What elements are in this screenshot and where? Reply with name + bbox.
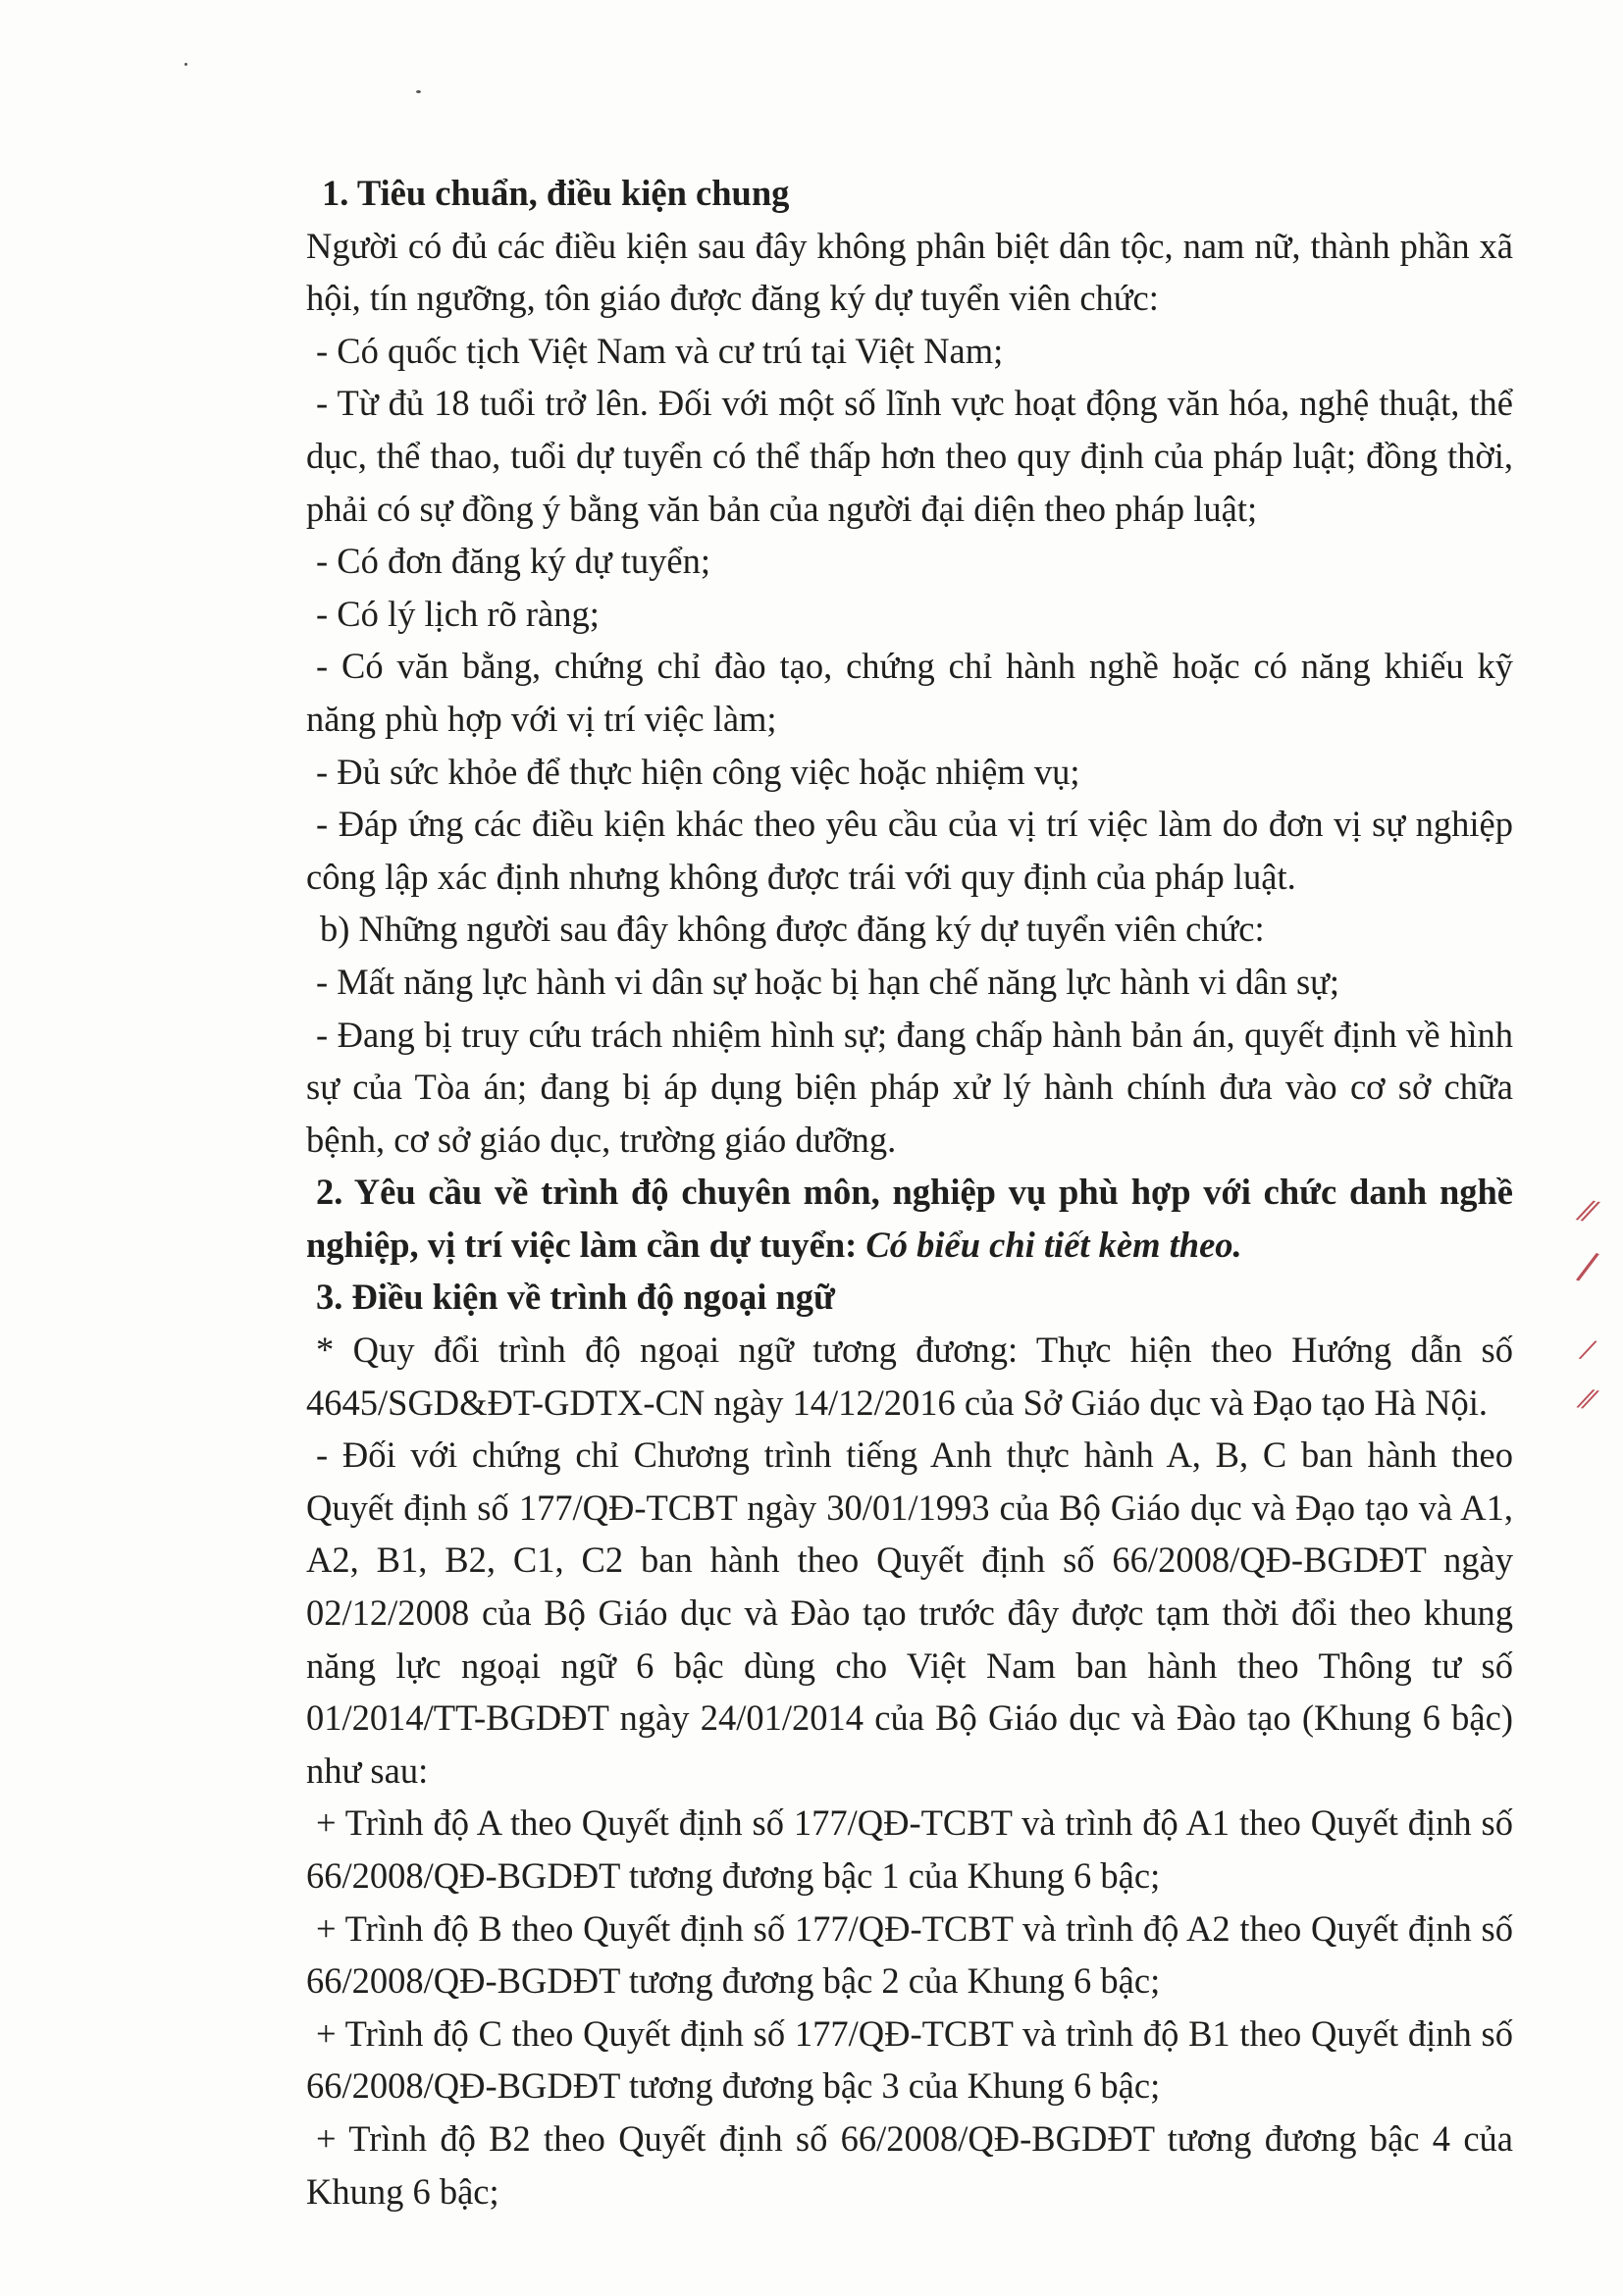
document-body [306, 167, 1513, 2218]
margin-pen-mark: ⁄⁄ [1579, 1194, 1597, 1230]
paragraph: - Đối với chứng chỉ Chương trình tiếng Anh thực hành A, B, C ban hành theo Quyết định số 177/QĐ-TCBT ngày 30/01/1993 của Bộ Giáo dục và Đạo tạo và A1, A2, B1, B2, C1, C2 ban hành theo Quyết định số 66/2008/QĐ-BGDĐT ngày 02/12/2008 của Bộ Giáo dục và Đào tạo trước đây được tạm thời đổi theo khung năng lực ngoại ngữ 6 bậc dùng cho Việt Nam ban hành theo Thông tư số 01/2014/TT-BGDĐT ngày 24/01/2014 của Bộ Giáo dục và Đào tạo (Khung 6 bậc) như sau: [306, 1435, 1513, 1791]
scan-speck [184, 63, 187, 66]
margin-pen-mark: ⁄⁄ [1579, 1383, 1597, 1417]
section-1-heading: 1. Tiêu chuẩn, điều kiện chung [322, 173, 790, 213]
paragraph: * Quy đổi trình độ ngoại ngữ tương đương: Thực hiện theo Hướng dẫn số 4645/SGD&ĐT-GDTX-CN ngày 14/12/2016 của Sở Giáo dục và Đạo tạo Hà Nội. [306, 1330, 1513, 1423]
margin-pen-mark: ⁄ [1582, 1333, 1594, 1368]
list-item: - Từ đủ 18 tuổi trở lên. Đối với một số lĩnh vực hoạt động văn hóa, nghệ thuật, thể dục, thể thao, tuổi dự tuyển có thể thấp hơn theo quy định của pháp luật; đồng thời, phải có sự đồng ý bằng văn bản của người đại diện theo pháp luật; [306, 383, 1513, 529]
list-item: - Có quốc tịch Việt Nam và cư trú tại Việt Nam; [316, 330, 1004, 371]
list-item: + Trình độ A theo Quyết định số 177/QĐ-TCBT và trình độ A1 theo Quyết định số 66/2008/QĐ-BGDĐT tương đương bậc 1 của Khung 6 bậc; [306, 1802, 1513, 1896]
section-2-note: Có biểu chi tiết kèm theo. [865, 1224, 1242, 1265]
list-item: + Trình độ B theo Quyết định số 177/QĐ-TCBT và trình độ A2 theo Quyết định số 66/2008/QĐ-BGDĐT tương đương bậc 2 của Khung 6 bậc; [306, 1907, 1513, 2002]
list-item: - Có lý lịch rõ ràng; [316, 593, 600, 634]
list-item: - Có văn bằng, chứng chỉ đào tạo, chứng chỉ hành nghề hoặc có năng khiếu kỹ năng phù hợp với vị trí việc làm; [306, 646, 1513, 739]
list-item: - Đáp ứng các điều kiện khác theo yêu cầu của vị trí việc làm do đơn vị sự nghiệp công lập xác định nhưng không được trái với quy định của pháp luật. [306, 804, 1513, 897]
list-item: - Đủ sức khỏe để thực hiện công việc hoặc nhiệm vụ; [316, 751, 1080, 792]
list-item: - Mất năng lực hành vi dân sự hoặc bị hạn chế năng lực hành vi dân sự; [316, 961, 1340, 1002]
section-2-heading: 2. Yêu cầu về trình độ chuyên môn, nghiệp vụ phù hợp với chức danh nghề nghiệp, vị trí việc làm cần dự tuyển: [306, 1172, 1513, 1265]
paragraph: Người có đủ các điều kiện sau đây không phân biệt dân tộc, nam nữ, thành phần xã hội, tín ngưỡng, tôn giáo được đăng ký dự tuyển viên chức: [306, 225, 1513, 319]
scan-speck [416, 90, 421, 93]
list-item: + Trình độ C theo Quyết định số 177/QĐ-TCBT và trình độ B1 theo Quyết định số 66/2008/QĐ-BGDĐT tương đương bậc 3 của Khung 6 bậc; [306, 2012, 1513, 2107]
section-3-heading: 3. Điều kiện về trình độ ngoại ngữ [316, 1277, 835, 1318]
section-2-paragraph [306, 1166, 1513, 1271]
list-item: + Trình độ B2 theo Quyết định số 66/2008/QĐ-BGDĐT tương đương bậc 4 của Khung 6 bậc; [306, 2117, 1513, 2212]
list-item: - Đang bị truy cứu trách nhiệm hình sự; đang chấp hành bản án, quyết định về hình sự của Tòa án; đang bị áp dụng biện pháp xử lý hành chính đưa vào cơ sở chữa bệnh, cơ sở giáo dục, trường giáo dưỡng. [306, 1014, 1513, 1160]
list-item: - Có đơn đăng ký dự tuyển; [316, 541, 711, 582]
subsection-b-heading: b) Những người sau đây không được đăng ký dự tuyển viên chức: [320, 909, 1265, 950]
margin-pen-mark: / [1573, 1243, 1602, 1290]
